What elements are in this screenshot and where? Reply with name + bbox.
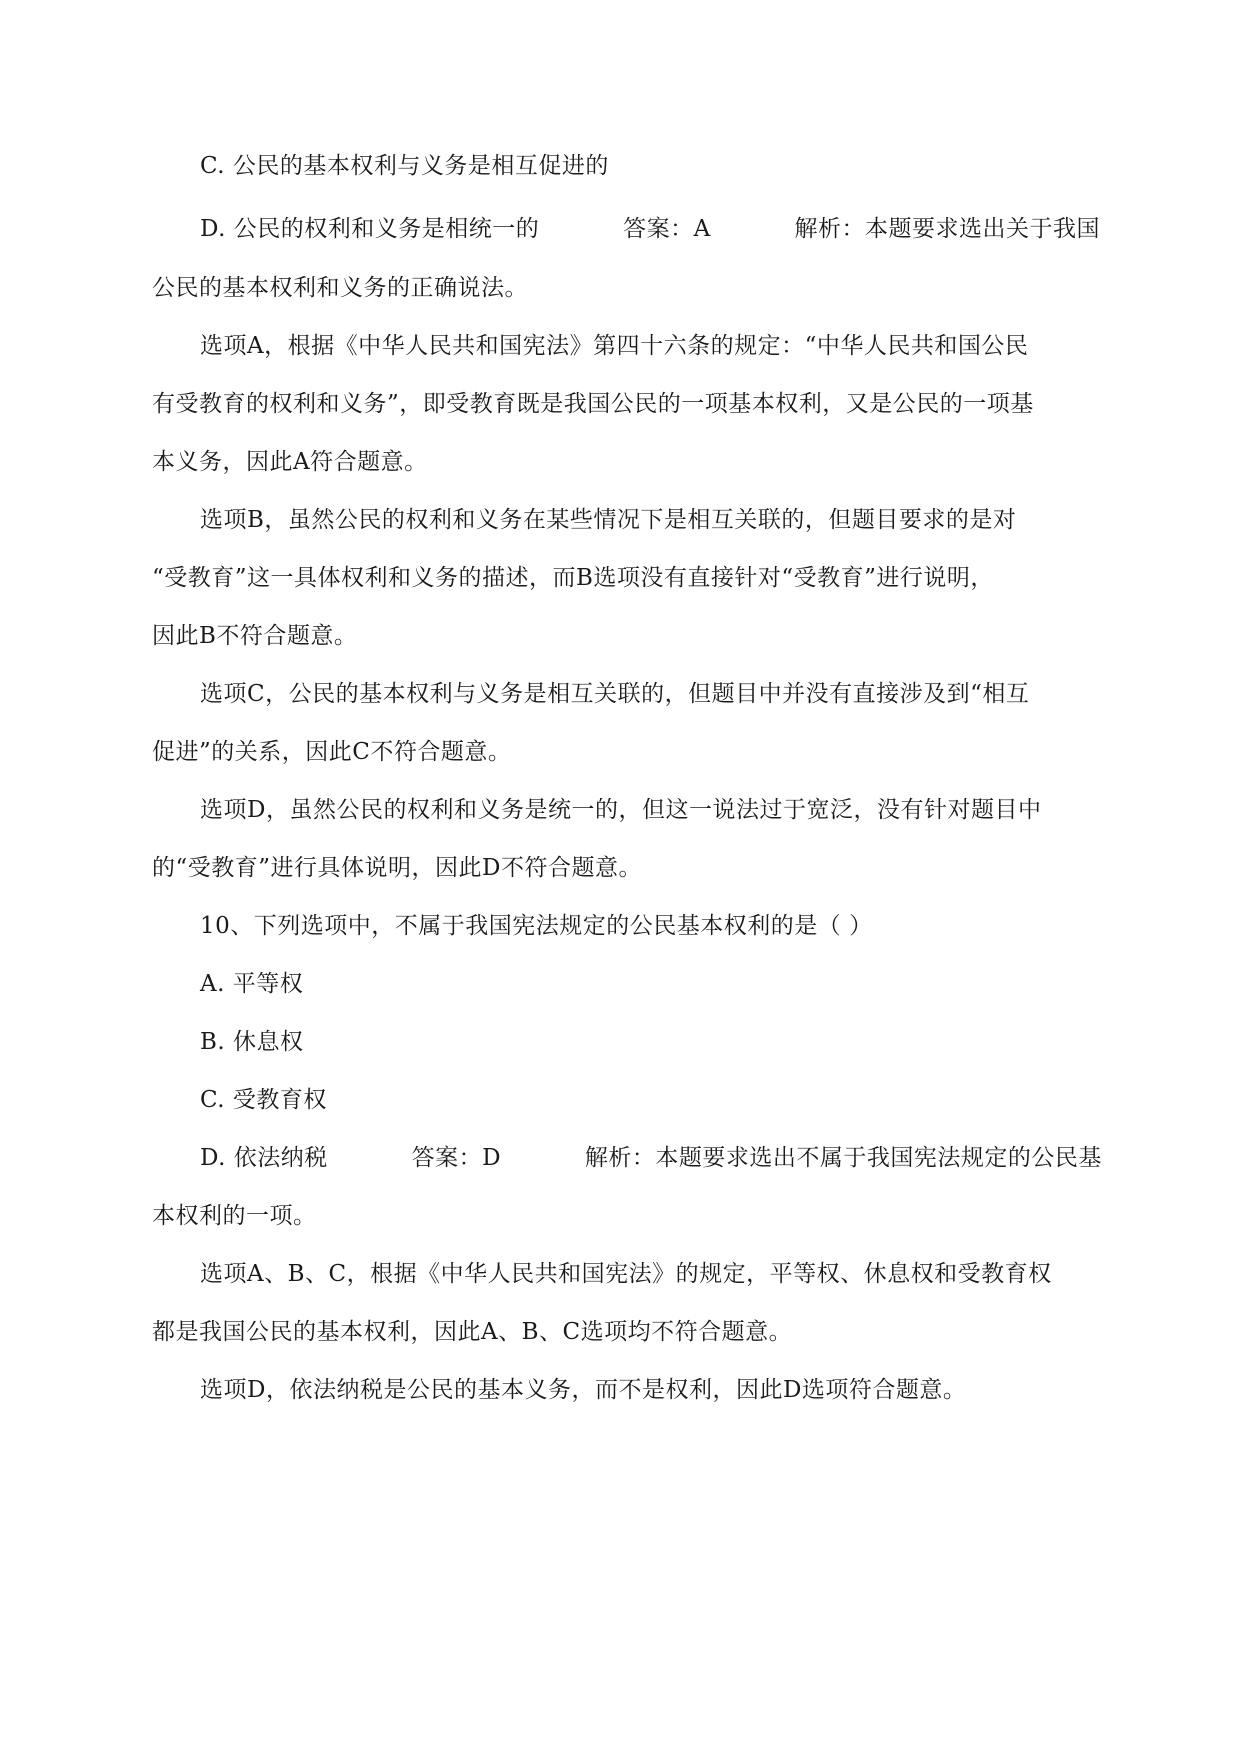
analysis-c-1: 选项C，公民的基本权利与义务是相互关联的，但题目中并没有直接涉及到“相互: [200, 681, 1030, 707]
option-d-row: [200, 1142, 1145, 1174]
question-10: 10、下列选项中，不属于我国宪法规定的公民基本权利的是（ ）: [200, 913, 873, 939]
analysis-a-2: 有受教育的权利和义务”，即受教育既是我国公民的一项基本权利，又是公民的一项基: [152, 391, 1034, 417]
analysis-d-2: 的“受教育”进行具体说明，因此D不符合题意。: [152, 855, 642, 881]
analysis-prev-cont: 公民的基本权利和义务的正确说法。: [152, 275, 528, 301]
analysis-prev-intro: 解析：本题要求选出关于我国: [794, 216, 1100, 242]
analysis-b-3: 因此B不符合题意。: [152, 623, 358, 649]
analysis-intro-cont: 本权利的一项。: [152, 1203, 317, 1229]
analysis-d-1: 选项D，虽然公民的权利和义务是统一的，但这一说法过于宽泛，没有针对题目中: [200, 797, 1042, 823]
analysis-b-2: “受教育”这一具体权利和义务的描述，而B选项没有直接针对“受教育”进行说明，: [152, 565, 994, 591]
option-b: B. 休息权: [200, 1029, 304, 1055]
analysis-a-1: 选项A，根据《中华人民共和国宪法》第四十六条的规定：“中华人民共和国公民: [200, 333, 1029, 359]
analysis-abc-2: 都是我国公民的基本权利，因此A、B、C选项均不符合题意。: [152, 1319, 793, 1345]
answer-prev: 答案：A: [623, 216, 711, 242]
analysis-abc-1: 选项A、B、C，根据《中华人民共和国宪法》的规定，平等权、休息权和受教育权: [200, 1261, 1052, 1287]
analysis-b-1: 选项B，虽然公民的权利和义务在某些情况下是相互关联的，但题目要求的是对: [200, 507, 1017, 533]
option-d: D. 依法纳税: [200, 1145, 328, 1171]
option-d-prev: D. 公民的权利和义务是相统一的: [200, 216, 540, 242]
answer: 答案：D: [411, 1145, 502, 1171]
analysis-d: 选项D，依法纳税是公民的基本义务，而不是权利，因此D选项符合题意。: [200, 1377, 967, 1403]
analysis-a-3: 本义务，因此A符合题意。: [152, 449, 428, 475]
analysis-c-2: 促进”的关系，因此C不符合题意。: [152, 739, 512, 765]
analysis-intro: 解析：本题要求选出不属于我国宪法规定的公民基: [584, 1145, 1102, 1171]
option-c: C. 受教育权: [200, 1087, 327, 1113]
option-a: A. 平等权: [200, 971, 304, 997]
option-c-prev: C. 公民的基本权利与义务是相互促进的: [200, 153, 609, 179]
option-d-prev-row: [200, 213, 1145, 245]
